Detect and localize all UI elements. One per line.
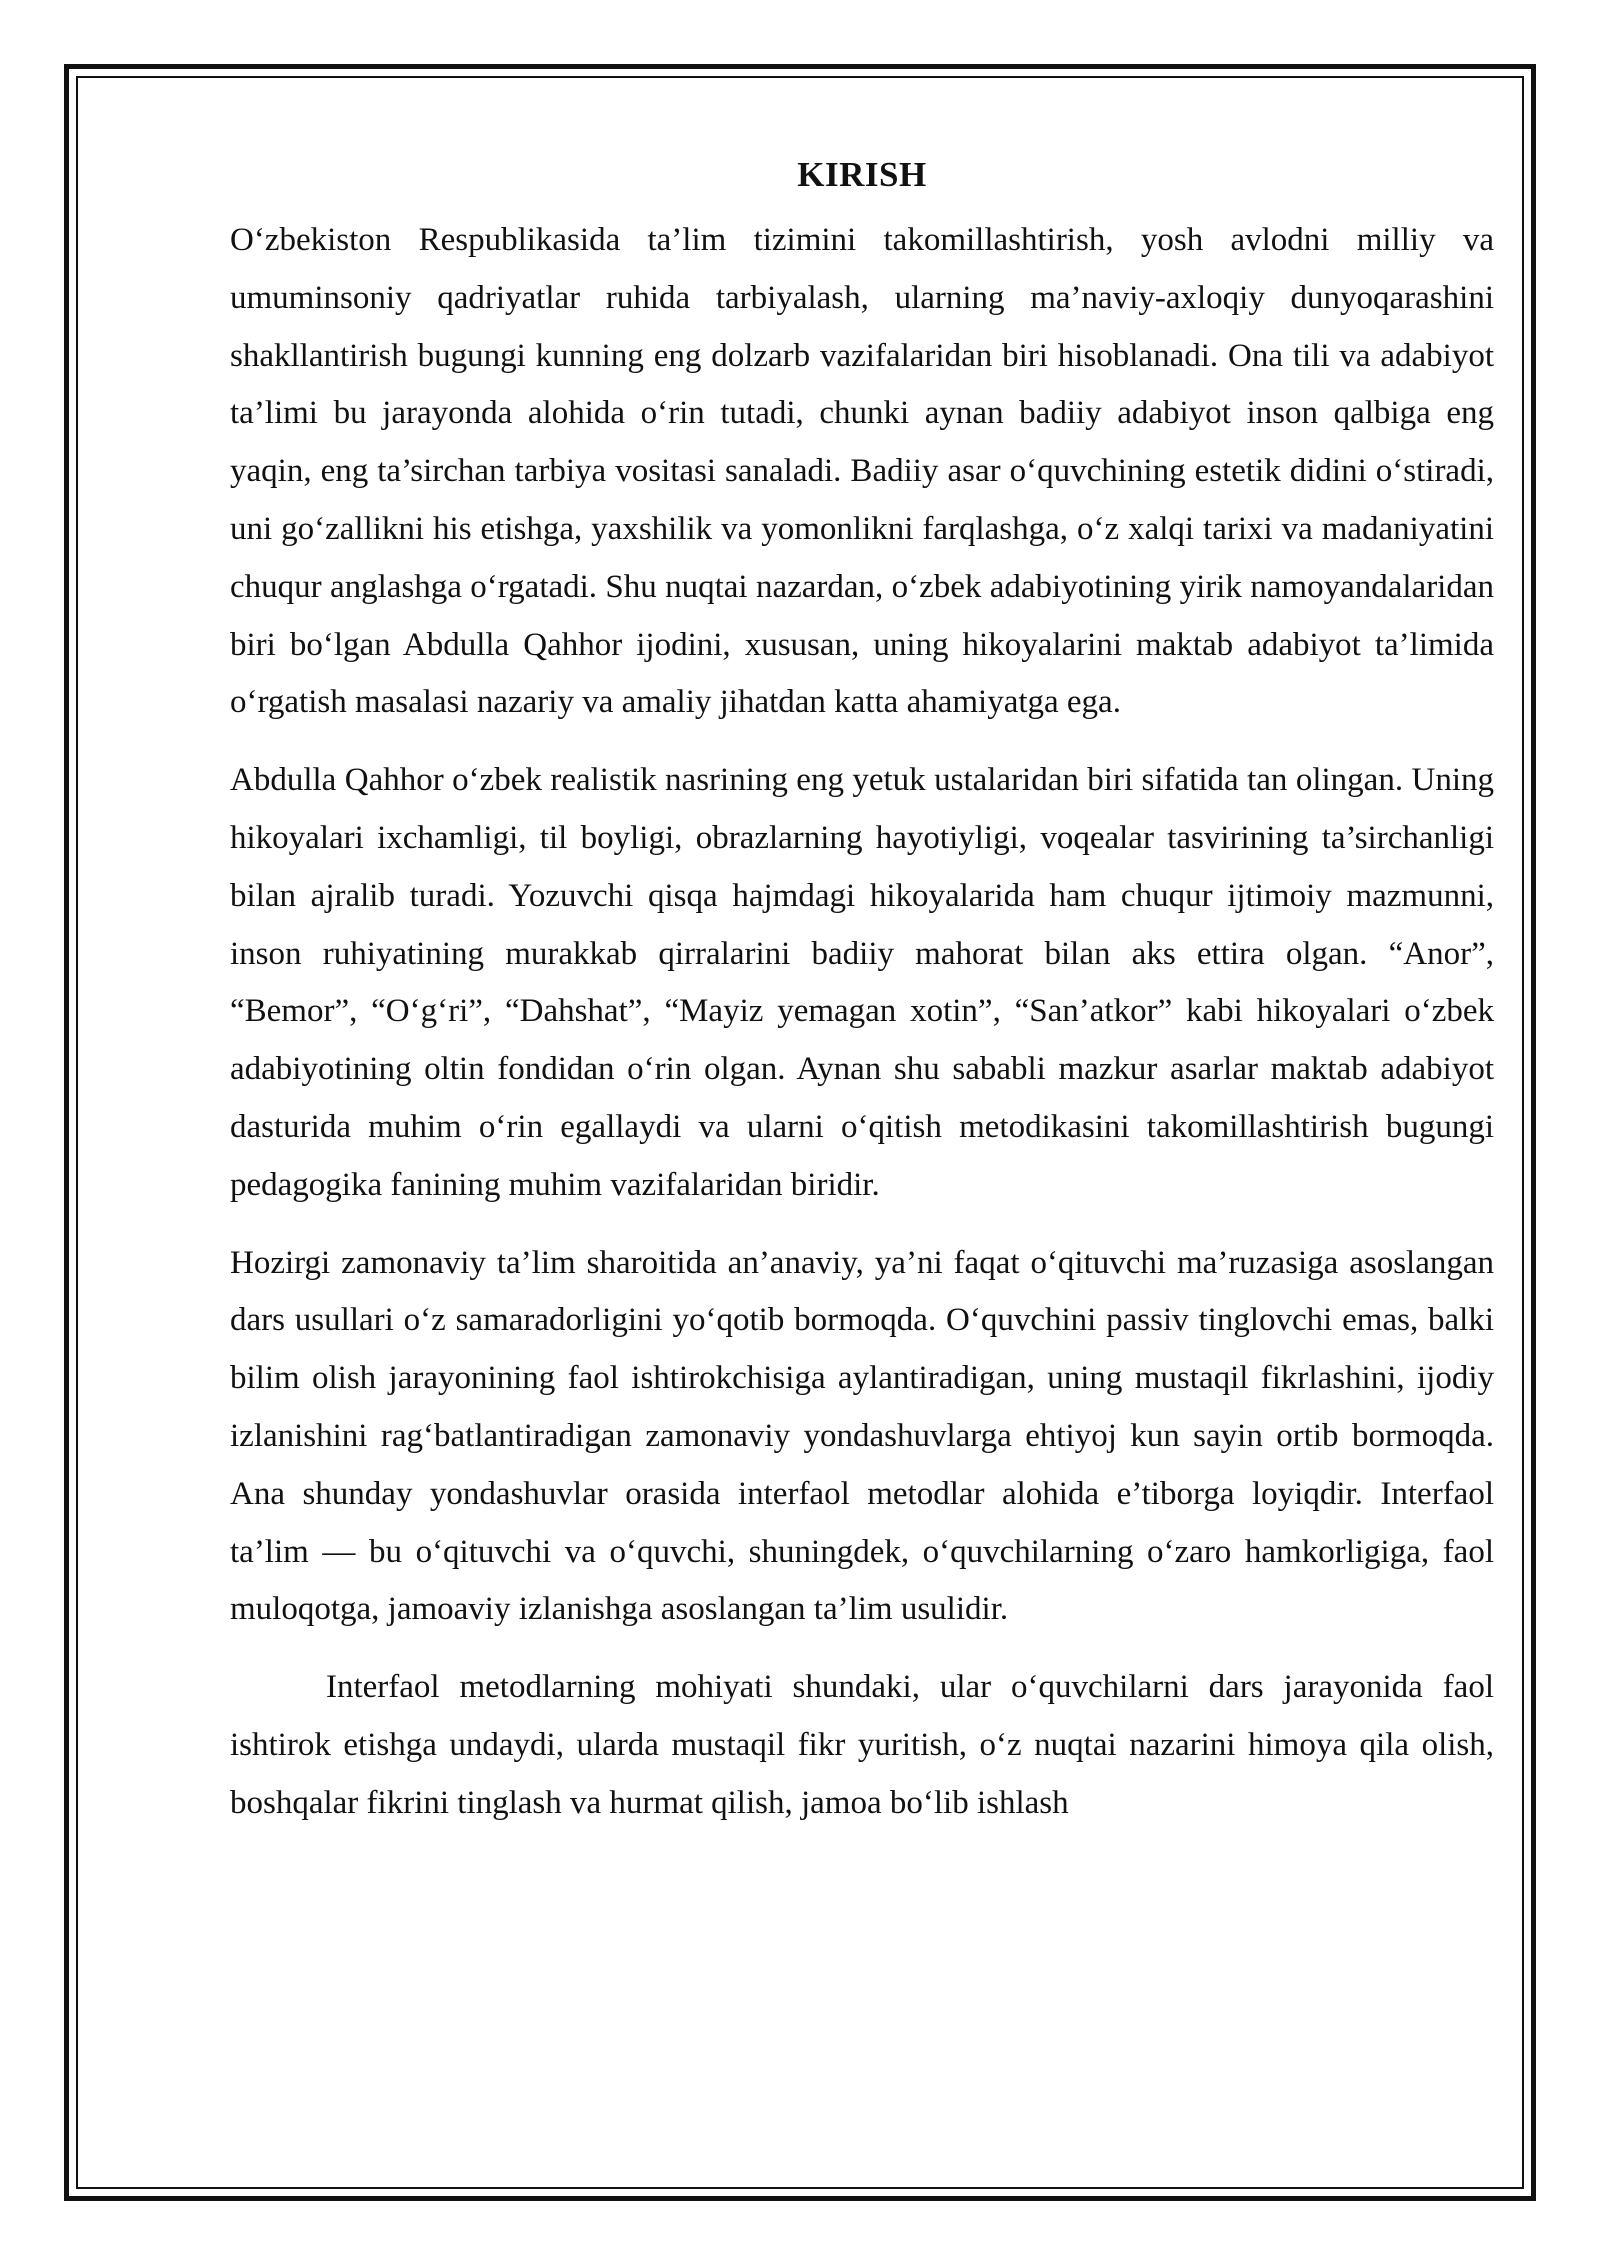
paragraph-4: Interfaol metodlarning mohiyati shundaki, ular o‘quvchilarni dars jarayonida faol ishtirok etishga undaydi, ularda mustaqil fikr yuritish, o‘z nuqtai nazarini himoya qila olish, boshqalar fikrini tinglash va hurmat qilish, jamoa bo‘lib ishlash [230,1669,1494,1821]
page-title: KIRISH [797,155,927,194]
page-content [230,150,1494,1853]
paragraph-2: Abdulla Qahhor o‘zbek realistik nasrining eng yetuk ustalaridan biri sifatida tan olingan. Uning hikoyalari ixchamligi, til boyligi, obrazlarning hayotiyligi, voqealar tasvirining ta’sirchanligi bilan ajralib turadi. Yozuvchi qisqa hajmdagi hikoyalarida ham chuqur ijtimoiy mazmunni, inson ruhiyatining murakkab qirralarini badiiy mahorat bilan aks ettira olgan. “Anor”, “Bemor”, “O‘g‘ri”, “Dahshat”, “Mayiz yemagan xotin”, “San’atkor” kabi hikoyalari o‘zbek adabiyotining oltin fondidan o‘rin olgan. Aynan shu sababli mazkur asarlar maktab adabiyot dasturida muhim o‘rin egallaydi va ularni o‘qitish metodikasini takomillashtirish bugungi pedagogika fanining muhim vazifalaridan biridir. [230,762,1494,1203]
paragraph-1: O‘zbekiston Respublikasida ta’lim tizimini takomillashtirish, yosh avlodni milliy va umuminsoniy qadriyatlar ruhida tarbiyalash, ularning ma’naviy-axloqiy dunyoqarashini shakllantirish bugungi kunning eng dolzarb vazifalaridan biri hisoblanadi. Ona tili va adabiyot ta’limi bu jarayonda alohida o‘rin tutadi, chunki aynan badiiy adabiyot inson qalbiga eng yaqin, eng ta’sirchan tarbiya vositasi sanaladi. Badiiy asar o‘quvchining estetik didini o‘stiradi, uni go‘zallikni his etishga, yaxshilik va yomonlikni farqlashga, o‘z xalqi tarixi va madaniyatini chuqur anglashga o‘rgatadi. Shu nuqtai nazardan, o‘zbek adabiyotining yirik namoyandalaridan biri bo‘lgan Abdulla Qahhor ijodini, xususan, uning hikoyalarini maktab adabiyot ta’limida o‘rgatish masalasi nazariy va amaliy jihatdan katta ahamiyatga ega. [230,222,1494,721]
paragraph-3: Hozirgi zamonaviy ta’lim sharoitida an’anaviy, ya’ni faqat o‘qituvchi ma’ruzasiga asoslangan dars usullari o‘z samaradorligini yo‘qotib bormoqda. O‘quvchini passiv tinglovchi emas, balki bilim olish jarayonining faol ishtirokchisiga aylantiradigan, uning mustaqil fikrlashini, ijodiy izlanishini rag‘batlantiradigan zamonaviy yondashuvlarga ehtiyoj kun sayin ortib bormoqda. Ana shunday yondashuvlar orasida interfaol metodlar alohida e’tiborga loyiqdir. Interfaol ta’lim — bu o‘qituvchi va o‘quvchi, shuningdek, o‘quvchilarning o‘zaro hamkorligiga, faol muloqotga, jamoaviy izlanishga asoslangan ta’lim usulidir. [230,1244,1494,1628]
